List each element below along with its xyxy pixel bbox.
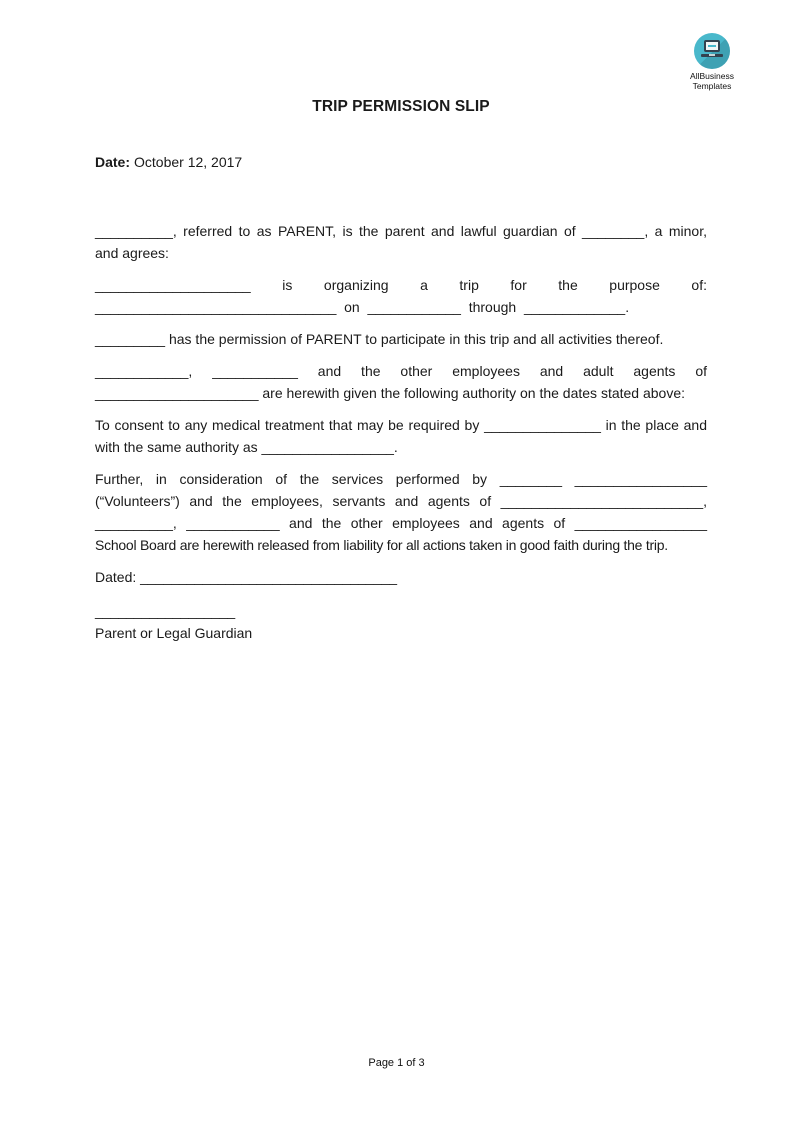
paragraph-4-line-2: _____________________ are herewith given the following authority on the dates stated above: bbox=[95, 385, 686, 401]
date-line bbox=[95, 151, 707, 173]
dated-blank: Dated: _________________________________ bbox=[95, 569, 398, 585]
document-body bbox=[0, 97, 793, 644]
signature-label: Parent or Legal Guardian bbox=[95, 625, 253, 641]
paragraph-trip-organizer bbox=[95, 274, 707, 318]
brand-name-line2: Templates bbox=[692, 81, 732, 91]
paragraph-5-line-1: To consent to any medical treatment that may be required by _______________ in the place and bbox=[95, 417, 707, 433]
signature-line: __________________ bbox=[95, 603, 236, 619]
brand-name-line1: AllBusiness bbox=[690, 71, 734, 81]
paragraph-authority bbox=[95, 360, 707, 404]
paragraph-6-line-1: Further, in consideration of the services performed by ________ _________________ bbox=[95, 471, 707, 487]
paragraph-3-line-1: _________ has the permission of PARENT to participate in this trip and all activities thereof. bbox=[95, 331, 664, 347]
form-text bbox=[95, 220, 707, 644]
date-label: Date: bbox=[95, 154, 131, 170]
date-value: October 12, 2017 bbox=[134, 154, 243, 170]
paragraph-6-line-4: School Board are herewith released from liability for all actions taken in good faith during the trip. bbox=[95, 537, 668, 553]
signature-block bbox=[95, 600, 707, 644]
laptop-screen-icon bbox=[704, 40, 720, 52]
paragraph-parent-declaration bbox=[95, 220, 707, 264]
brand-logo bbox=[672, 33, 752, 91]
laptop-icon bbox=[694, 33, 730, 69]
paragraph-5-line-2: with the same authority as _________________. bbox=[95, 439, 398, 455]
paragraph-permission bbox=[95, 328, 707, 350]
dated-line bbox=[95, 566, 707, 588]
laptop-base-icon bbox=[701, 54, 723, 57]
paragraph-liability-release bbox=[95, 468, 707, 556]
paragraph-4-line-1: ____________, ___________ and the other employees and adult agents of bbox=[95, 363, 707, 379]
paragraph-6-line-2: (“Volunteers”) and the employees, servants and agents of __________________________, bbox=[95, 493, 707, 509]
paragraph-2-line-1: ____________________ is organizing a trip for the purpose of: bbox=[95, 277, 707, 293]
paragraph-medical-consent bbox=[95, 414, 707, 458]
paragraph-6-line-3: __________, ____________ and the other employees and agents of _________________ bbox=[95, 515, 707, 531]
paragraph-1-line-1: __________, referred to as PARENT, is the parent and lawful guardian of ________, a minor, bbox=[95, 223, 707, 239]
page-title: TRIP PERMISSION SLIP bbox=[312, 98, 490, 115]
paragraph-1-line-2: and agrees: bbox=[95, 245, 169, 261]
page-number: Page 1 of 3 bbox=[368, 1057, 425, 1069]
paragraph-2-line-2: _______________________________ on ____________ through _____________. bbox=[95, 299, 630, 315]
